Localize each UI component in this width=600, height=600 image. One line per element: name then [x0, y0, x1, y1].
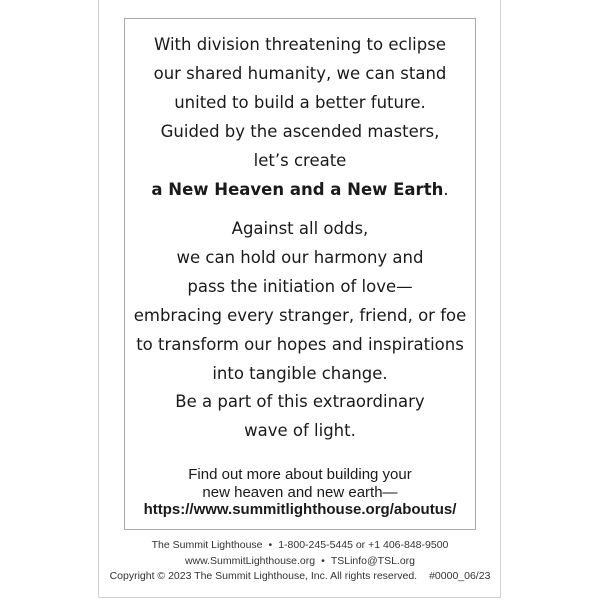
emphasis-suffix: .: [443, 179, 449, 199]
website-link[interactable]: www.SummitLighthouse.org: [184, 554, 316, 567]
bullet-separator: •: [268, 539, 273, 551]
bullet-separator: •: [321, 554, 325, 567]
paragraph-line: embracing every stranger, friend, or foe: [133, 305, 467, 325]
phone-number: 1-800-245-5445 or +1 406-848-9500: [278, 539, 449, 551]
paragraph-line: into tangible change.: [212, 363, 388, 383]
cta-line-1: Find out more about building your: [188, 466, 412, 483]
about-us-link[interactable]: https://www.summitlighthouse.org/aboutus/: [143, 501, 457, 518]
footer-web-line: [0, 554, 600, 570]
intro-paragraph: [0, 31, 600, 204]
footer-contact-line: [0, 538, 600, 554]
paragraph-line: to transform our hopes and inspirations: [136, 334, 464, 354]
paragraph-line: pass the initiation of love—: [187, 276, 413, 296]
emphasis-line: [0, 176, 600, 205]
paragraph-line: we can hold our harmony and: [176, 247, 424, 267]
paragraph-line: Guided by the ascended masters,: [160, 121, 440, 141]
paragraph-line: wave of light.: [244, 421, 356, 441]
email-link[interactable]: TSLinfo@TSL.org: [330, 554, 416, 567]
paragraph-line: Be a part of this extraordinary: [175, 392, 425, 412]
emphasis-text: a New Heaven and a New Earth: [151, 179, 444, 199]
paragraph-line: let’s create: [253, 150, 347, 170]
item-code: #0000_06/23: [429, 570, 491, 582]
paragraph-line: our shared humanity, we can stand: [153, 63, 447, 83]
call-to-action: [0, 466, 600, 519]
second-paragraph: [0, 215, 600, 446]
paragraph-line: With division threatening to eclipse: [154, 35, 446, 54]
copyright-text: Copyright © 2023 The Summit Lighthouse, Inc. All rights reserved.: [109, 570, 418, 582]
cta-line-2: new heaven and new earth—: [202, 483, 398, 501]
footer-copyright-line: [0, 569, 600, 585]
footer: [0, 538, 600, 585]
organization-name: The Summit Lighthouse: [151, 539, 263, 551]
paragraph-line: united to build a better future.: [174, 92, 426, 112]
paragraph-line: Against all odds,: [231, 219, 369, 238]
